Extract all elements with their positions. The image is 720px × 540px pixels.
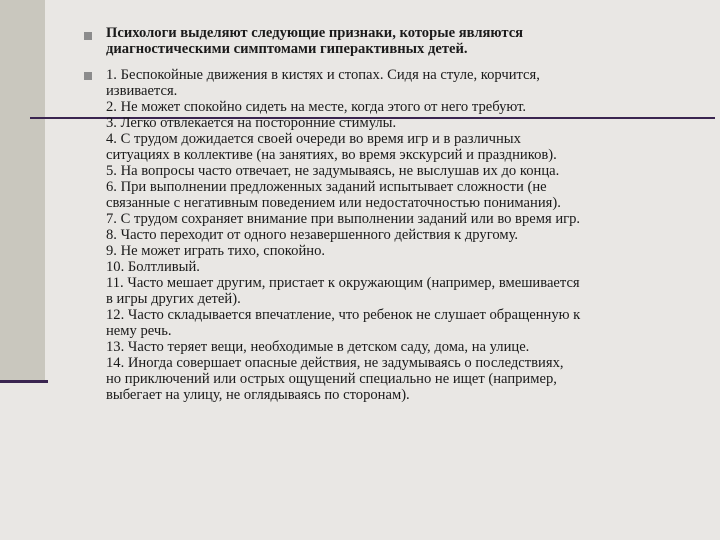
- symptoms-list: [106, 67, 580, 403]
- sidebar-decoration: [0, 0, 45, 382]
- text-line: 7. С трудом сохраняет внимание при выполнении заданий или во время игр.: [106, 211, 581, 227]
- text-line: 1. Беспокойные движения в кистях и стопах. Сидя на стуле, корчится,: [106, 67, 540, 83]
- text-line: 9. Не может играть тихо, спокойно.: [106, 243, 326, 259]
- text-line: 4. С трудом дожидается своей очереди во время игр и в различных: [106, 131, 521, 147]
- text-line: 2. Не может спокойно сидеть на месте, когда этого от него требуют.: [106, 99, 527, 115]
- text-line: 14. Иногда совершает опасные действия, не задумываясь о последствиях,: [106, 355, 564, 371]
- text-line: 11. Часто мешает другим, пристает к окружающим (например, вмешивается: [106, 275, 580, 291]
- text-line: ситуациях в коллективе (на занятиях, во время экскурсий и праздников).: [106, 147, 557, 163]
- text-line: связанные с негативным поведением или недостаточностью понимания).: [106, 195, 561, 211]
- text-line: 8. Часто переходит от одного незавершенного действия к другому.: [106, 227, 519, 243]
- text-line: 5. На вопросы часто отвечает, не задумываясь, не выслушав их до конца.: [106, 163, 560, 179]
- text-line: в игры других детей).: [106, 291, 241, 307]
- heading-line: Психологи выделяют следующие признаки, которые являются: [106, 25, 524, 41]
- text-line: 10. Болтливый.: [106, 259, 200, 275]
- bullet-square-icon: [84, 32, 92, 40]
- text-line: 13. Часто теряет вещи, необходимые в детском саду, дома, на улице.: [106, 339, 530, 355]
- bullet-square-icon: [84, 72, 92, 80]
- text-line: 12. Часто складывается впечатление, что ребенок не слушает обращенную к: [106, 307, 581, 323]
- heading-line: диагностическими симптомами гиперактивных детей.: [106, 41, 468, 57]
- heading-paragraph: [106, 25, 523, 57]
- text-line: извивается.: [106, 83, 178, 99]
- text-line: выбегает на улицу, не оглядываясь по сторонам).: [106, 387, 410, 403]
- text-line: но приключений или острых ощущений специально не ищет (например,: [106, 371, 557, 387]
- sidebar-base-line: [0, 380, 48, 383]
- text-line: 3. Легко отвлекается на посторонние стимулы.: [106, 115, 397, 131]
- text-line: 6. При выполнении предложенных заданий испытывает сложности (не: [106, 179, 547, 195]
- text-line: нему речь.: [106, 323, 172, 339]
